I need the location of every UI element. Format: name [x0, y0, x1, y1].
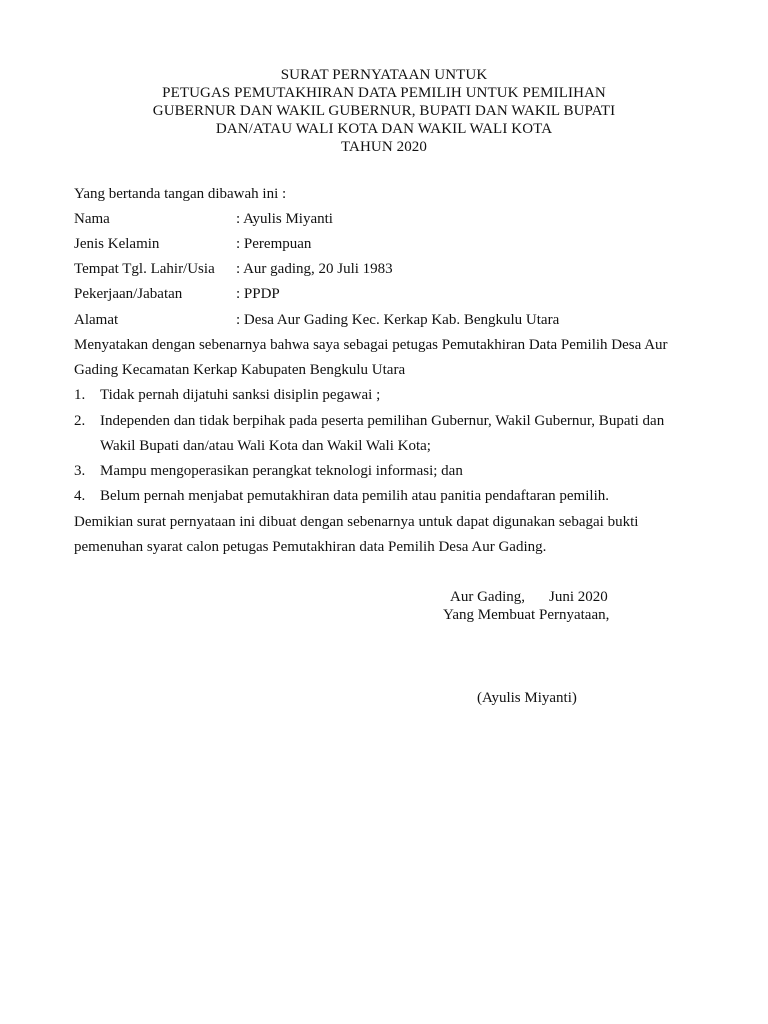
signature-place-date: [450, 588, 608, 606]
title-line-5: TAHUN 2020: [340, 139, 428, 155]
field-label: Nama: [74, 211, 110, 227]
signature-name: (Ayulis Miyanti): [477, 690, 577, 706]
field-row-alamat: [74, 310, 714, 330]
list-item-text: Mampu mengoperasikan perangkat teknologi informasi; dan: [100, 463, 463, 479]
title-line-4: DAN/ATAU WALI KOTA DAN WAKIL WALI KOTA: [215, 121, 553, 137]
field-row-nama: [74, 209, 714, 229]
closing-line-2: pemenuhan syarat calon petugas Pemutakhiran data Pemilih Desa Aur Gading.: [74, 539, 547, 555]
field-row-tempat-tgl-lahir: [74, 259, 714, 279]
list-item-3: [74, 461, 714, 481]
list-item-text: Wakil Bupati dan/atau Wali Kota dan Wakil Wali Kota;: [100, 438, 431, 454]
list-item-2: [74, 411, 714, 431]
signature-place: Aur Gading,: [450, 589, 525, 605]
list-item-number: 2.: [74, 413, 86, 429]
title-line-2: PETUGAS PEMUTAKHIRAN DATA PEMILIH UNTUK PEMILIHAN: [162, 85, 606, 101]
field-label: Tempat Tgl. Lahir/Usia: [74, 261, 215, 277]
list-item-4: [74, 486, 714, 506]
list-item-2-continuation: [74, 436, 714, 456]
title-line-1: SURAT PERNYATAAN UNTUK: [280, 67, 488, 83]
statement-line-1: Menyatakan dengan sebenarnya bahwa saya sebagai petugas Pemutakhiran Data Pemilih Desa Aur: [74, 337, 668, 353]
field-label: Pekerjaan/Jabatan: [74, 286, 183, 302]
list-item-number: 1.: [74, 387, 86, 403]
list-item-number: 4.: [74, 488, 86, 504]
list-item-text: Independen dan tidak berpihak pada peserta pemilihan Gubernur, Wakil Gubernur, Bupati dan: [100, 413, 665, 429]
field-value: : Perempuan: [236, 236, 312, 252]
field-row-pekerjaan: [74, 284, 714, 304]
intro-text: Yang bertanda tangan dibawah ini :: [74, 186, 287, 202]
list-item-1: [74, 385, 714, 405]
list-item-number: 3.: [74, 463, 86, 479]
signature-date: Juni 2020: [549, 589, 608, 605]
list-item-text: Tidak pernah dijatuhi sanksi disiplin pegawai ;: [100, 387, 381, 403]
signature-role: Yang Membuat Pernyataan,: [443, 607, 610, 623]
closing-line-1: Demikian surat pernyataan ini dibuat dengan sebenarnya untuk dapat digunakan sebagai bukti: [74, 514, 639, 530]
statement-line-2: Gading Kecamatan Kerkap Kabupaten Bengkulu Utara: [74, 362, 406, 378]
document-title: [0, 66, 768, 156]
field-value: : PPDP: [236, 286, 280, 302]
title-line-3: GUBERNUR DAN WAKIL GUBERNUR, BUPATI DAN WAKIL BUPATI: [152, 103, 616, 119]
list-item-text: Belum pernah menjabat pemutakhiran data pemilih atau panitia pendaftaran pemilih.: [100, 488, 609, 504]
field-label: Jenis Kelamin: [74, 236, 160, 252]
field-value: : Aur gading, 20 Juli 1983: [236, 261, 393, 277]
field-value: : Desa Aur Gading Kec. Kerkap Kab. Bengkulu Utara: [236, 312, 560, 328]
field-row-jenis-kelamin: [74, 234, 714, 254]
field-value: : Ayulis Miyanti: [236, 211, 333, 227]
field-label: Alamat: [74, 312, 119, 328]
